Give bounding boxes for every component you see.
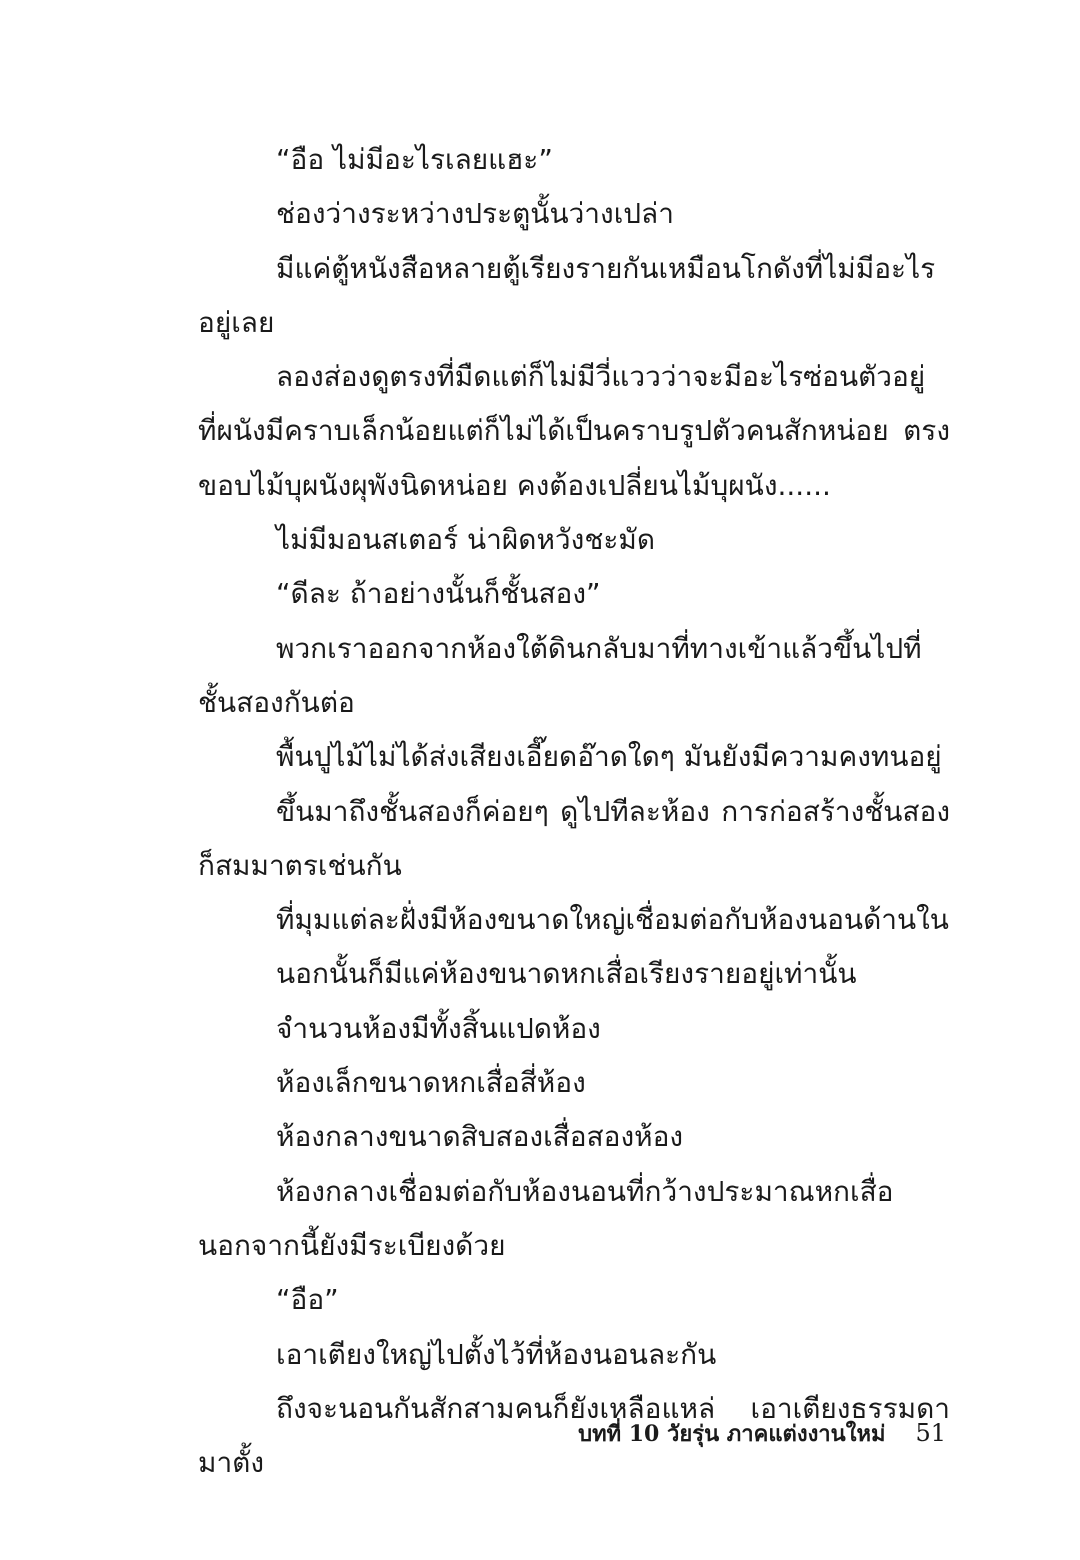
paragraph: “ดีละ ถ้าอย่างนั้นก็ชั้นสอง” bbox=[276, 577, 601, 611]
paragraph: ถึงจะนอนกันสักสามคนก็ยังเหลือแหล่ เอาเตียงธรรมดามาตั้ง bbox=[198, 1391, 950, 1480]
paragraph: เอาเตียงใหญ่ไปตั้งไว้ที่ห้องนอนละกัน bbox=[276, 1337, 717, 1371]
paragraph: “อือ ไม่มีอะไรเลยแฮะ” bbox=[276, 143, 553, 176]
paragraph: ห้องกลางขนาดสิบสองเสื่อสองห้อง bbox=[276, 1120, 684, 1154]
paragraph: มีแค่ตู้หนังสือหลายตู้เรียงรายกันเหมือนโกดังที่ไม่มีอะไรอยู่เลย bbox=[198, 251, 936, 339]
paragraph: ที่มุมแต่ละฝั่งมีห้องขนาดใหญ่เชื่อมต่อกับห้องนอนด้านใน bbox=[276, 903, 949, 937]
paragraph: ไม่มีมอนสเตอร์ น่าผิดหวังชะมัด bbox=[276, 523, 655, 557]
paragraph: ช่องว่างระหว่างประตูนั้นว่างเปล่า bbox=[276, 197, 674, 231]
chapter-title: บทที่ 10 วัยรุ่น ภาคแต่งงานใหม่ bbox=[578, 1421, 886, 1447]
body-text bbox=[198, 133, 950, 1490]
paragraph: ห้องกลางเชื่อมต่อกับห้องนอนที่กว้างประมาณหกเสื่อ นอกจากนี้ยังมีระเบียงด้วย bbox=[198, 1174, 894, 1262]
paragraph: พวกเราออกจากห้องใต้ดินกลับมาที่ทางเข้าแล้วขึ้นไปที่ชั้นสองกันต่อ bbox=[198, 631, 922, 719]
paragraph: พื้นปูไม้ไม่ได้ส่งเสียงเอี๊ยดอ๊าดใดๆ มันยังมีความคงทนอยู่ bbox=[276, 740, 942, 774]
page-footer bbox=[578, 1416, 946, 1451]
page-number: 51 bbox=[915, 1419, 946, 1447]
paragraph: ขึ้นมาถึงชั้นสองก็ค่อยๆ ดูไปทีละห้อง การก่อสร้างชั้นสองก็สมมาตรเช่นกัน bbox=[198, 794, 950, 882]
paragraph: ห้องเล็กขนาดหกเสื่อสี่ห้อง bbox=[276, 1066, 586, 1100]
paragraph: ลองส่องดูตรงที่มืดแต่ก็ไม่มีวี่แววว่าจะมีอะไรซ่อนตัวอยู่ ที่ผนังมีคราบเล็กน้อยแต่ก็ไม่ได้เป็นคราบรูปตัวคนสักหน่อย ตรงขอบไม้บุผนังผุพังนิดหน่อย คงต้องเปลี่ยนไม้บุผนัง...... bbox=[198, 360, 950, 502]
paragraph: “อือ” bbox=[276, 1283, 339, 1317]
paragraph: จำนวนห้องมีทั้งสิ้นแปดห้อง bbox=[276, 1011, 601, 1045]
paragraph: นอกนั้นก็มีแค่ห้องขนาดหกเสื่อเรียงรายอยู่เท่านั้น bbox=[276, 957, 857, 991]
